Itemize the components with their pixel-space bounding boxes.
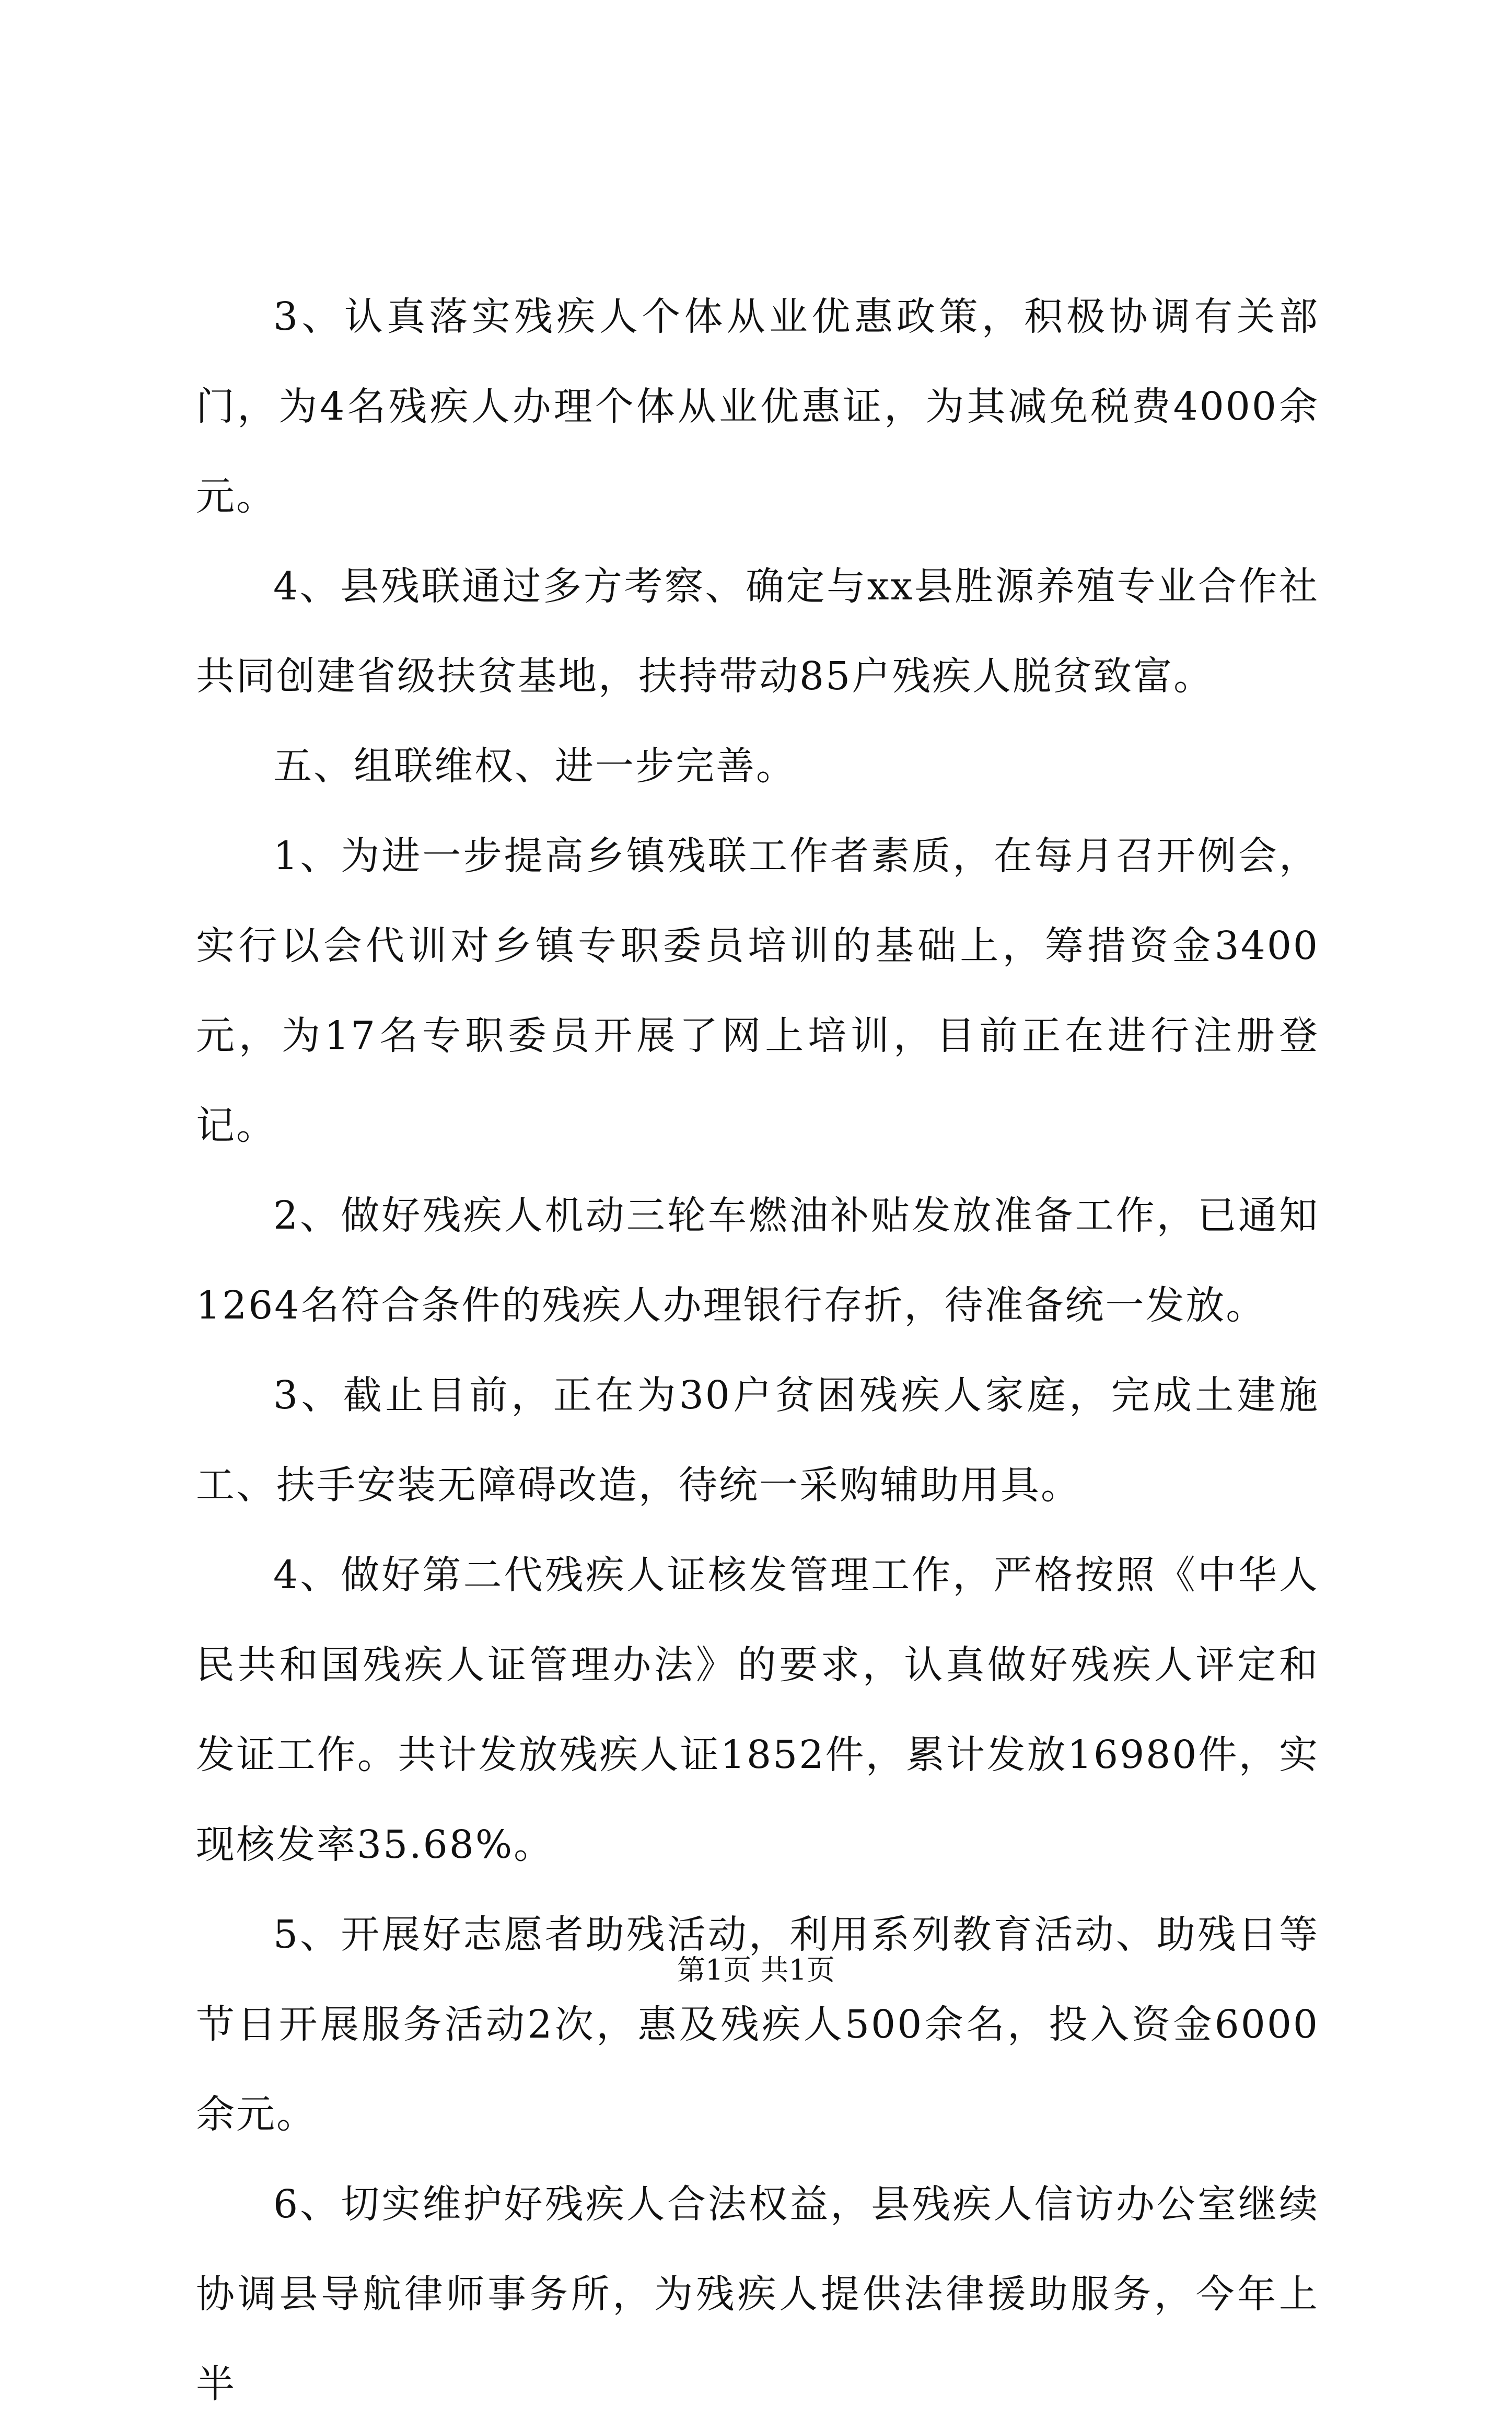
- paragraph-item-4-disability-certificate: 4、做好第二代残疾人证核发管理工作，严格按照《中华人民共和国残疾人证管理办法》的要求，认真做好残疾人评定和发证工作。共计发放残疾人证1852件，累计发放16980件，实现核发率35.68%。: [196, 1553, 1319, 1867]
- page-footer: 第1页 共1页: [677, 1953, 835, 1986]
- paragraph-item-3-accessibility: 3、截止目前，正在为30户贫困残疾人家庭，完成土建施工、扶手安装无障碍改造，待统一采购辅助用具。: [196, 1373, 1319, 1508]
- paragraph-item-3-self-employment: 3、认真落实残疾人个体从业优惠政策，积极协调有关部门，为4名残疾人办理个体从业优惠证，为其减免税费4000余元。: [196, 294, 1319, 519]
- section-heading-five: 五、组联维权、进一步完善。: [273, 744, 796, 789]
- paragraph-item-1-training: 1、为进一步提高乡镇残联工作者素质，在每月召开例会，实行以会代训对乡镇专职委员培训的基础上，筹措资金3400元，为17名专职委员开展了网上培训，目前正在进行注册登记。: [196, 834, 1319, 1148]
- document-body: [196, 272, 1319, 2429]
- paragraph-item-6-legal-aid: 6、切实维护好残疾人合法权益，县残疾人信访办公室继续协调县导航律师事务所，为残疾人提供法律援助服务，今年上半: [196, 2182, 1319, 2407]
- paragraph-item-2-fuel-subsidy: 2、做好残疾人机动三轮车燃油补贴发放准备工作，已通知1264名符合条件的残疾人办理银行存折，待准备统一发放。: [196, 1193, 1319, 1328]
- paragraph-item-4-poverty-base: 4、县残联通过多方考察、确定与xx县胜源养殖专业合作社共同创建省级扶贫基地，扶持带动85户残疾人脱贫致富。: [196, 564, 1319, 699]
- paragraph-item-5-volunteer: 5、开展好志愿者助残活动，利用系列教育活动、助残日等节日开展服务活动2次，惠及残疾人500余名，投入资金6000余元。: [196, 1912, 1319, 2137]
